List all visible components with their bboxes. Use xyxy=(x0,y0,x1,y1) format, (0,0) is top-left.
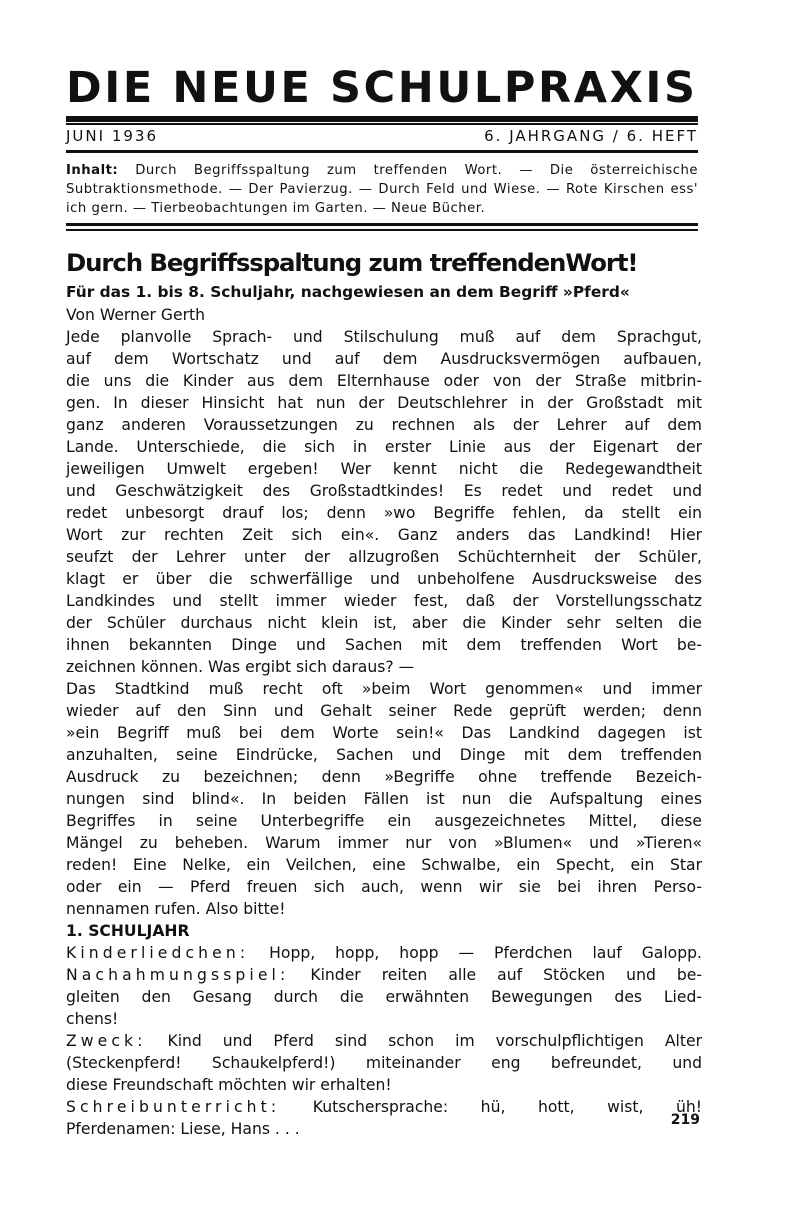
text-line: der Schüler durchaus nicht klein ist, aber die Kinder sehr selten die xyxy=(66,614,702,632)
text-line: und Geschwätzigkeit des Großstadtkindes! Es redet und redet und xyxy=(66,482,702,500)
contents-rule-bottom xyxy=(66,229,698,231)
text-line: »ein Begriff muß bei dem Worte sein!« Das Landkind dagegen ist xyxy=(66,724,702,742)
text-line: ihnen bekannten Dinge und Sachen mit dem treffenden Wort be- xyxy=(66,636,702,654)
contents-text: Durch Begriffsspaltung zum treffenden Wort. — Die österreichische Subtraktionsmethode. — Der Pavierzug. — Durch Feld und Wiese. — Rote Kirschen ess' ich gern. — Tierbeobachtungen im Garten. — Neue Bücher. xyxy=(66,163,698,216)
text-line: klagt er über die schwerfällige und unbeholfene Ausdrucksweise des xyxy=(66,570,702,588)
article-title: Durch Begriffsspaltung zum treffendenWort! xyxy=(66,248,638,277)
writing-label: Schreibunterricht: xyxy=(66,1098,281,1116)
text-line: nennamen rufen. Also bitte! xyxy=(66,900,286,918)
purpose-label: Zweck: xyxy=(66,1032,147,1050)
text-line: Pferdenamen: Liese, Hans . . . xyxy=(66,1120,300,1138)
text-line: oder ein — Pferd freuen sich auch, wenn wir sie bei ihren Perso- xyxy=(66,878,702,896)
writing-line xyxy=(66,1096,702,1118)
text-line: zeichnen können. Was ergibt sich daraus? — xyxy=(66,658,415,676)
text-line: Begriffes in seine Unterbegriffe ein ausgezeichnetes Mittel, diese xyxy=(66,812,702,830)
game-text: Kinder reiten alle auf Stöcken und be- xyxy=(310,966,702,984)
text-line: wieder auf den Sinn und Gehalt seiner Rede geprüft werden; denn xyxy=(66,702,702,720)
text-line: gen. In dieser Hinsicht hat nun der Deutschlehrer in der Großstadt mit xyxy=(66,394,702,412)
text-line: Lande. Unterschiede, die sich in erster Linie aus der Eigenart der xyxy=(66,438,702,456)
text-line: Jede planvolle Sprach- und Stilschulung muß auf dem Sprachgut, xyxy=(66,328,702,346)
text-line: Wort zur rechten Zeit sich ein«. Ganz anders das Landkind! Hier xyxy=(66,526,702,544)
purpose-line xyxy=(66,1030,702,1052)
contents-rule-top xyxy=(66,223,698,226)
text-line: Mängel zu beheben. Warum immer nur von »Blumen« und »Tieren« xyxy=(66,834,702,852)
text-line: anzuhalten, seine Eindrücke, Sachen und Dinge mit dem treffenden xyxy=(66,746,702,764)
writing-text: Kutschersprache: hü, hott, wist, üh! xyxy=(312,1098,702,1116)
table-of-contents xyxy=(66,161,698,218)
issue-rule xyxy=(66,150,698,153)
game-line xyxy=(66,964,702,986)
text-line: jeweiligen Umwelt ergeben! Wer kennt nicht die Redegewandtheit xyxy=(66,460,702,478)
text-line: nungen sind blind«. In beiden Fällen ist nun die Aufspaltung eines xyxy=(66,790,702,808)
issue-date: JUNI 1936 xyxy=(66,127,158,145)
purpose-text: Kind und Pferd sind schon im vorschulpflichtigen Alter xyxy=(167,1032,702,1050)
issue-volume: 6. JAHRGANG / 6. HEFT xyxy=(484,127,698,145)
text-line: redet unbesorgt drauf los; denn »wo Begriffe fehlen, da stellt ein xyxy=(66,504,702,522)
article-body xyxy=(66,304,702,1140)
text-line: Landkindes und stellt immer wieder fest, daß der Vorstellungsschatz xyxy=(66,592,702,610)
text-line: gleiten den Gesang durch die erwähnten Bewegungen des Lied- xyxy=(66,988,702,1006)
article-author: Von Werner Gerth xyxy=(66,306,206,324)
issue-info xyxy=(66,126,698,146)
song-text: Hopp, hopp, hopp — Pferdchen lauf Galopp. xyxy=(269,944,702,962)
song-label: Kinderliedchen: xyxy=(66,944,250,962)
text-line: (Steckenpferd! Schaukelpferd!) miteinander eng befreundet, und xyxy=(66,1054,702,1072)
text-line: Ausdruck zu bezeichnen; denn »Begriffe ohne treffende Bezeich- xyxy=(66,768,702,786)
page-number: 219 xyxy=(670,1112,700,1128)
article-subtitle: Für das 1. bis 8. Schuljahr, nachgewiesen an dem Begriff »Pferd« xyxy=(66,283,630,301)
text-line: die uns die Kinder aus dem Elternhause oder von der Straße mitbrin- xyxy=(66,372,702,390)
masthead-rule-top xyxy=(66,116,698,122)
text-line: diese Freundschaft möchten wir erhalten! xyxy=(66,1076,392,1094)
text-line: reden! Eine Nelke, ein Veilchen, eine Schwalbe, ein Specht, ein Star xyxy=(66,856,702,874)
song-line xyxy=(66,942,702,964)
masthead-rule-thin xyxy=(66,123,698,125)
text-line: ganz anderen Voraussetzungen zu rechnen als der Lehrer auf dem xyxy=(66,416,702,434)
section-heading: 1. SCHULJAHR xyxy=(66,922,190,940)
game-label: Nachahmungsspiel: xyxy=(66,966,290,984)
text-line: Das Stadtkind muß recht oft »beim Wort genommen« und immer xyxy=(66,680,702,698)
contents-label: Inhalt: xyxy=(66,163,119,178)
text-line: auf dem Wortschatz und auf dem Ausdrucksvermögen aufbauen, xyxy=(66,350,702,368)
text-line: chens! xyxy=(66,1010,119,1028)
text-line: seufzt der Lehrer unter der allzugroßen Schüchternheit der Schüler, xyxy=(66,548,702,566)
magazine-title: DIE NEUE SCHULPRAXIS xyxy=(66,63,698,113)
